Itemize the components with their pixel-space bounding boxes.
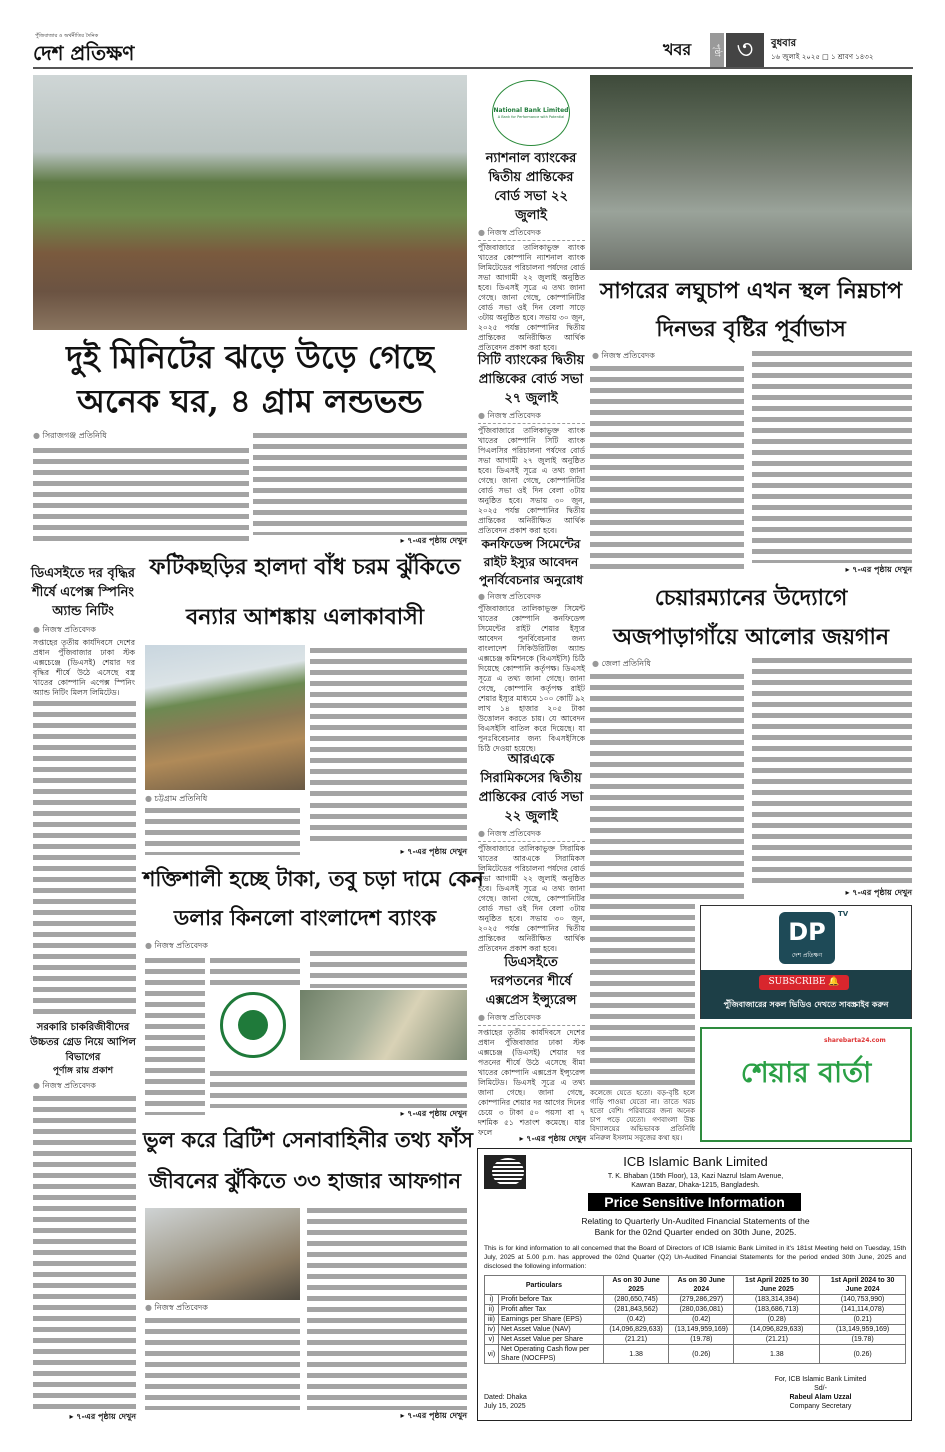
row-value: (280,650,745): [603, 1295, 668, 1305]
chairman-body-col-1b: [590, 901, 695, 1088]
row-value: (19.78): [820, 1335, 906, 1345]
icb-logo: [484, 1155, 526, 1189]
afghan-byline: ● নিজস্ব প্রতিবেদক: [145, 1302, 208, 1313]
afghan-body-col-1: [145, 1315, 300, 1410]
apex-headline[interactable]: ডিএসইতে দর বৃদ্ধির শীর্ষে এপেক্স স্পিনিং অ্যান্ড নিটিং: [30, 566, 136, 619]
apex-lead: সপ্তাহের তৃতীয় কার্যদিবসে দেশের প্রধান পুঁজিবাজার ঢাকা স্টক এক্সচেঞ্জে (ডিএসই) শেয়ার দর বৃদ্ধির শীর্ষে উঠে এসেছে বস্ত্র খাতের কোম্পানি এপেক্স স্পিনিং অ্যান্ড নিটিং মিলস লিমিটেড।: [33, 638, 135, 697]
halda-body-col-1: [145, 805, 300, 855]
afghan-body-col-2: [307, 1205, 467, 1410]
city-bank-headline[interactable]: সিটি ব্যাংকের দ্বিতীয় প্রান্তিকের বোর্ড সভা ২৭ জুলাই: [477, 353, 585, 407]
taka-body-col-1b: [210, 955, 300, 985]
taka-body-col-1: [145, 955, 205, 1115]
divider: [478, 1025, 585, 1026]
express-headline[interactable]: ডিএসইতে দরপতনের শীর্ষে এক্সপ্রেস ইন্স্যুরেন্স: [485, 954, 577, 1008]
icb-subtitle-1: Relating to Quarterly Un-Audited Financial Statements of the: [581, 1216, 810, 1226]
subscribe-label: SUBSCRIBE: [768, 977, 826, 987]
rak-headline[interactable]: আরএকে সিরামিকসের দ্বিতীয় প্রান্তিকের বোর্ড সভা ২২ জুলাই: [478, 752, 584, 825]
row-value: (13,149,959,169): [820, 1325, 906, 1335]
halda-body-col-2: [310, 800, 467, 845]
dp-logo-sub: দেশ প্রতিক্ষণ: [791, 952, 823, 959]
col-header: 1st April 2025 to 30 June 2025: [734, 1276, 820, 1295]
taka-headline-1[interactable]: শক্তিশালী হচ্ছে টাকা, তবু চড়া দামে কেন: [143, 866, 484, 891]
table-row: [485, 1335, 906, 1345]
chairman-body-col-2: [752, 655, 912, 885]
left-column: [30, 564, 136, 1422]
table-row: [485, 1295, 906, 1305]
row-value: (14,096,829,633): [734, 1325, 820, 1335]
row-particular: Net Asset Value per Share: [499, 1335, 604, 1345]
national-bank-byline: ● নিজস্ব প্রতিবেদক: [478, 227, 586, 238]
icb-financial-table: [484, 1275, 906, 1364]
dp-tv-caption: পুঁজিবাজারের সকল ভিডিও দেখতে সাবস্ক্রাইব করুন: [723, 1000, 889, 1009]
govt-continued[interactable]: ▸ ৭-এর পৃষ্ঠায় দেখুন: [69, 1412, 136, 1421]
row-value: (19.78): [669, 1335, 734, 1345]
storm-byline: ● সিরাজগঞ্জ প্রতিনিধি: [33, 430, 107, 441]
icb-sign-2: Sd/-: [814, 1385, 827, 1392]
national-bank-logo-sub: A Bank for Performance with Potential: [497, 114, 565, 119]
page-number: ৩: [726, 33, 764, 67]
masthead-tagline: পুঁজিবাজার ও অর্থনীতির দৈনিক: [35, 33, 99, 39]
table-row: [485, 1345, 906, 1364]
halda-body-right: [310, 645, 467, 800]
halda-headline-2[interactable]: বন্যার আশঙ্কায় এলাকাবাসী: [185, 604, 425, 630]
row-value: (0.26): [820, 1345, 906, 1364]
govt-byline: ● নিজস্ব প্রতিবেদক: [33, 1080, 136, 1091]
newspaper-logo: দেশ প্রতিক্ষণ: [33, 41, 135, 65]
row-value: (140,753,990): [820, 1295, 906, 1305]
low-pressure-headline-2[interactable]: দিনভর বৃষ্টির পূর্বাভাস: [656, 316, 846, 342]
masthead: [33, 33, 913, 69]
confidence-byline: ● নিজস্ব প্রতিবেদক: [478, 591, 586, 602]
row-value: (13,149,959,169): [669, 1325, 734, 1335]
apex-byline: ● নিজস্ব প্রতিবেদক: [33, 624, 136, 635]
icb-table-wrap: [484, 1275, 906, 1364]
govt-body: [33, 1093, 136, 1412]
chairman-continued[interactable]: ▸ ৭-এর পৃষ্ঠায় দেখুন: [845, 888, 912, 897]
storm-continued[interactable]: ▸ ৭-এর পৃষ্ঠায় দেখুন: [400, 536, 467, 545]
row-particular: Net Operating Cash flow per Share (NOCFPS): [499, 1345, 604, 1364]
row-value: 1.38: [734, 1345, 820, 1364]
icb-dated-1: Dated: Dhaka: [484, 1394, 527, 1401]
express-byline: ● নিজস্ব প্রতিবেদক: [478, 1012, 586, 1023]
dp-tv-banner: [701, 970, 911, 1019]
halda-headline-1[interactable]: ফটিকছড়ির হালদা বাঁধ চরম ঝুঁকিতে: [149, 554, 461, 580]
confidence-headline[interactable]: কনফিডেন্স সিমেন্টের রাইট ইস্যুর আবেদন পুনর্বিবেচনার অনুরোধ: [478, 536, 583, 587]
row-value: (0.28): [734, 1315, 820, 1325]
low-pressure-headline-1[interactable]: সাগরের লঘুচাপ এখন স্থল নিম্নচাপ: [599, 278, 903, 304]
money-photo: [300, 990, 467, 1060]
icb-sign-1: For, ICB Islamic Bank Limited: [774, 1376, 867, 1383]
col-header: Particulars: [485, 1276, 604, 1295]
bangladesh-bank-logo: [205, 985, 300, 1065]
taka-byline: ● নিজস্ব প্রতিবেদক: [145, 940, 208, 951]
table-row: [485, 1315, 906, 1325]
icb-address-1: T. K. Bhaban (15th Floor), 13, Kazi Nazrul Islam Avenue,: [607, 1173, 784, 1180]
icb-title: Price Sensitive Information: [588, 1193, 801, 1211]
row-particular: Profit after Tax: [499, 1305, 604, 1315]
rak-body: পুঁজিবাজারে তালিকাভুক্ত সিরামিক খাতের আরএকে সিরামিকস লিমিটেডের পরিচালনা পর্ষদের বোর্ড সভা আগামী ২২ জুলাই অনুষ্ঠিত হবে। ডিএসই সূত্রে এ তথ্য জানা গেছে। জানা গেছে, কোম্পানিটির বোর্ড সভা ওই দিন বেলা ৩টায় অনুষ্ঠিত হবে। সভায় ৩০ জুন, ২০২৫ পর্যন্ত কোম্পানির দ্বিতীয় প্রান্তিকের অনিরীক্ষিত আর্থিক প্রতিবেদন প্রকাশ করা হবে।: [478, 844, 585, 954]
low-pressure-continued[interactable]: ▸ ৭-এর পৃষ্ঠায় দেখুন: [845, 565, 912, 574]
row-particular: Profit before Tax: [499, 1295, 604, 1305]
bell-icon: 🔔: [828, 977, 840, 987]
dp-tv-text: TV: [838, 910, 849, 918]
afghan-headline-1[interactable]: ভুল করে ব্রিটিশ সেনাবাহিনীর তথ্য ফাঁস: [143, 1127, 474, 1152]
section-label: খবর: [663, 40, 692, 59]
row-value: (141,114,078): [820, 1305, 906, 1315]
row-index: v): [485, 1335, 499, 1345]
row-value: (21.21): [603, 1335, 668, 1345]
col-header: As on 30 June 2025: [603, 1276, 668, 1295]
icb-address-2: Kawran Bazar, Dhaka-1215, Bangladesh.: [631, 1182, 760, 1189]
row-value: (279,286,297): [669, 1295, 734, 1305]
row-particular: Earnings per Share (EPS): [499, 1315, 604, 1325]
icb-company-name: ICB Islamic Bank Limited: [623, 1154, 768, 1169]
taka-headline-2[interactable]: ডলার কিনলো বাংলাদেশ ব্যাংক: [173, 905, 437, 930]
share-barta-url: sharebarta24.com: [824, 1037, 886, 1044]
row-value: (0.26): [669, 1345, 734, 1364]
icb-subtitle-2: Bank for the 02nd Quarter ended on 30th June, 2025.: [594, 1227, 797, 1237]
dp-logo-text: DP: [788, 918, 826, 946]
confidence-body: পুঁজিবাজারে তালিকাভুক্ত সিমেন্ট খাতের কোম্পানি কনফিডেন্স সিমেন্টের রাইট শেয়ার ইস্যুর আবেদন পুনর্বিবেচনার জন্য বাংলাদেশ সিকিউরিটিজ অ্যান্ড এক্সচেঞ্জ কমিশনকে (বিএসইসি) চিঠি দিয়েছে কোম্পানি কর্তৃপক্ষ। ডিএসই সূত্রে এ তথ্য জানা গেছে। জানা গেছে, কোম্পানি কর্তৃপক্ষ রাইট শেয়ার ইস্যুর মাধ্যমে ১০০ কোটি ৯২ লাখ ১৪ হাজার ২০৫ টাকা উত্তোলন করতে চায়। যে আবেদন বিএসইসি বাতিল করে দিয়েছে। যা পুনঃবিবেচনার জন্য বিএসইসিকে চিঠি দেওয়া হয়েছে।: [478, 603, 585, 753]
icb-dated-2: July 15, 2025: [484, 1403, 526, 1410]
table-row: [485, 1325, 906, 1335]
middle-column: [476, 80, 586, 1144]
row-value: (281,843,562): [603, 1305, 668, 1315]
national-bank-logo-text: National Bank Limited: [493, 106, 569, 114]
divider: [478, 240, 585, 241]
icb-sign-name: Rabeul Alam Uzzal: [789, 1394, 852, 1401]
taka-body-col-3: [210, 1068, 467, 1108]
rak-byline: ● নিজস্ব প্রতিবেদক: [478, 828, 586, 839]
icb-intro: This is for kind information to all concerned that the Board of Directors of ICB Islamic Bank Limited in it's 181st Meeting held on Tuesday, 15th July, 2025 at 5.00 p.m. has approved the 02nd Quarter (Q2) Un-Audited Financial Statements for the period ended 30th June, 2025 and disclosed the following information:: [484, 1245, 906, 1270]
apex-body: [33, 698, 136, 1017]
govt-headline[interactable]: সরকারি চাকরিজীবীদের উচ্চতর গ্রেড নিয়ে আপিল বিভাগের: [30, 1021, 136, 1063]
divider: [478, 423, 585, 424]
afghan-photo: [145, 1208, 300, 1300]
row-value: (21.21): [734, 1335, 820, 1345]
chairman-byline: ● জেলা প্রতিনিধি: [592, 658, 651, 669]
govt-headline-tail[interactable]: পূর্ণাঙ্গ রায় প্রকাশ: [52, 1065, 114, 1076]
chairman-body-col-1: [590, 671, 744, 901]
row-particular: Net Asset Value (NAV): [499, 1325, 604, 1335]
row-value: (0.42): [603, 1315, 668, 1325]
icb-price-sensitive-ad: [477, 1148, 912, 1421]
row-value: (0.21): [820, 1315, 906, 1325]
chairman-headline-2[interactable]: অজপাড়াগাঁয়ে আলোর জয়গান: [613, 624, 889, 650]
row-index: iv): [485, 1325, 499, 1335]
halda-byline: ● চট্টগ্রাম প্রতিনিধি: [145, 793, 207, 804]
taka-continued[interactable]: ▸ ৭-এর পৃষ্ঠায় দেখুন: [400, 1109, 467, 1118]
col-header: 1st April 2024 to 30 June 2024: [820, 1276, 906, 1295]
city-bank-body: পুঁজিবাজারে তালিকাভুক্ত ব্যাংক খাতের কোম্পানি সিটি ব্যাংক পিএলসির পরিচালনা পর্ষদের বোর্ড সভা আগামী ২৭ জুলাই অনুষ্ঠিত হবে। ডিএসই সূত্রে এ তথ্য জানা গেছে। জানা গেছে, কোম্পানিটির বোর্ড সভা ওই দিন বেলা ৩টায় অনুষ্ঠিত হবে। সভায় ৩০ জুন, ২০২৫ পর্যন্ত কোম্পানির দ্বিতীয় প্রান্তিকের অনিরীক্ষিত আর্থিক প্রতিবেদন প্রকাশ করা হবে।: [478, 426, 585, 536]
page-label: পৃষ্ঠা: [710, 33, 724, 67]
icb-sign-title: Company Secretary: [789, 1403, 852, 1410]
dp-tv-ad[interactable]: [700, 905, 912, 1019]
row-value: (280,036,081): [669, 1305, 734, 1315]
row-index: i): [485, 1295, 499, 1305]
chairman-tail: কলেজে যেতে হতো। বড়-বৃষ্টি হলে গাড়ি পাওয়া যেতো না। তাতে খরচ হতো বেশি। পরিবারের জন্য অনেক চাপ পড়ে যেতো। গণবাংলা উচ্চ বিদ্যালয়ের অভিভাবক প্রতিনিধি মনিরুল ইসলাম সবুজের কথা হয়।: [590, 1089, 695, 1142]
rain-photo: [590, 75, 912, 270]
row-value: (183,686,713): [734, 1305, 820, 1315]
express-continued[interactable]: ▸ ৭-এর পৃষ্ঠায় দেখুন: [519, 1134, 586, 1144]
row-index: vi): [485, 1345, 499, 1364]
storm-photo: [33, 75, 467, 330]
afghan-continued[interactable]: ▸ ৭-এর পৃষ্ঠায় দেখুন: [400, 1411, 467, 1420]
row-value: (183,314,394): [734, 1295, 820, 1305]
low-pressure-body-col-2: [752, 348, 912, 563]
share-barta-ad[interactable]: [700, 1027, 912, 1142]
divider: [478, 841, 585, 842]
city-bank-byline: ● নিজস্ব প্রতিবেদক: [478, 410, 586, 421]
col-header: As on 30 June 2024: [669, 1276, 734, 1295]
row-value: (14,096,829,633): [603, 1325, 668, 1335]
table-header-row: [485, 1276, 906, 1295]
storm-body-col-2: [253, 430, 467, 535]
low-pressure-byline: ● নিজস্ব প্রতিবেদক: [592, 350, 655, 361]
taka-body-col-2: [310, 948, 467, 988]
halda-continued[interactable]: ▸ ৭-এর পৃষ্ঠায় দেখুন: [400, 847, 467, 856]
low-pressure-body-col-1: [590, 363, 744, 574]
national-bank-body: পুঁজিবাজারে তালিকাভুক্ত ব্যাংক খাতের কোম্পানি ন্যাশনাল ব্যাংক লিমিটেডের পরিচালনা পর্ষদের বোর্ড সভা আগামী ২২ জুলাই অনুষ্ঠিত হবে। ডিএসই সূত্রে এ তথ্য জানা গেছে। জানা গেছে, কোম্পানিটির বোর্ড সভা ওই দিন বেলা সাড়ে ৩টায় অনুষ্ঠিত হবে। সভায় ৩০ জুন, ২০২৫ পর্যন্ত কোম্পানির দ্বিতীয় প্রান্তিকের অনিরীক্ষিত আর্থিক প্রতিবেদন প্রকাশ করা হবে।: [478, 243, 585, 352]
storm-body-col-1: [33, 445, 249, 545]
national-bank-logo: [492, 80, 570, 146]
subscribe-button[interactable]: [759, 975, 849, 990]
express-body: সপ্তাহের তৃতীয় কার্যদিবসে দেশের প্রধান পুঁজিবাজার ঢাকা স্টক এক্সচেঞ্জ (ডিএসই) শেয়ার দর পতনের শীর্ষে উঠে এসেছে বীমা খাতের কোম্পানি এক্সপ্রেস ইন্স্যুরেন্স লিমিটেড। ডিএসই সূত্রে এ তথ্য জানা গেছে। জানা গেছে, কোম্পানির শেয়ার দর আগের দিনের চেয়ে ৩ টাকা ৫০ পয়সা বা ৭ দশমিক ৫১ শতাংশ কমেছে। যার ফলে: [478, 1027, 585, 1137]
chairman-headline-1[interactable]: চেয়ারম্যানের উদ্যোগে: [654, 585, 848, 611]
afghan-headline-2[interactable]: জীবনের ঝুঁকিতে ৩৩ হাজার আফগান: [148, 1168, 462, 1193]
weekday: বুধবার: [771, 38, 797, 49]
storm-headline-2[interactable]: অনেক ঘর, ৪ গ্রাম লন্ডভন্ড: [77, 382, 423, 420]
table-row: [485, 1305, 906, 1315]
halda-photo: [145, 645, 305, 790]
row-value: (0.42): [669, 1315, 734, 1325]
row-value: 1.38: [603, 1345, 668, 1364]
storm-headline-1[interactable]: দুই মিনিটের ঝড়ে উড়ে গেছে: [66, 338, 434, 376]
row-index: ii): [485, 1305, 499, 1315]
national-bank-headline[interactable]: ন্যাশনাল ব্যাংকের দ্বিতীয় প্রান্তিকের বোর্ড সভা ২২ জুলাই: [485, 151, 577, 223]
row-index: iii): [485, 1315, 499, 1325]
dp-tv-logo: [779, 912, 835, 964]
date: ১৬ জুলাই ২০২৫ □ ১ শ্রাবণ ১৪৩২: [771, 53, 874, 61]
share-barta-logo: শেয়ার বার্তা: [740, 1056, 872, 1089]
